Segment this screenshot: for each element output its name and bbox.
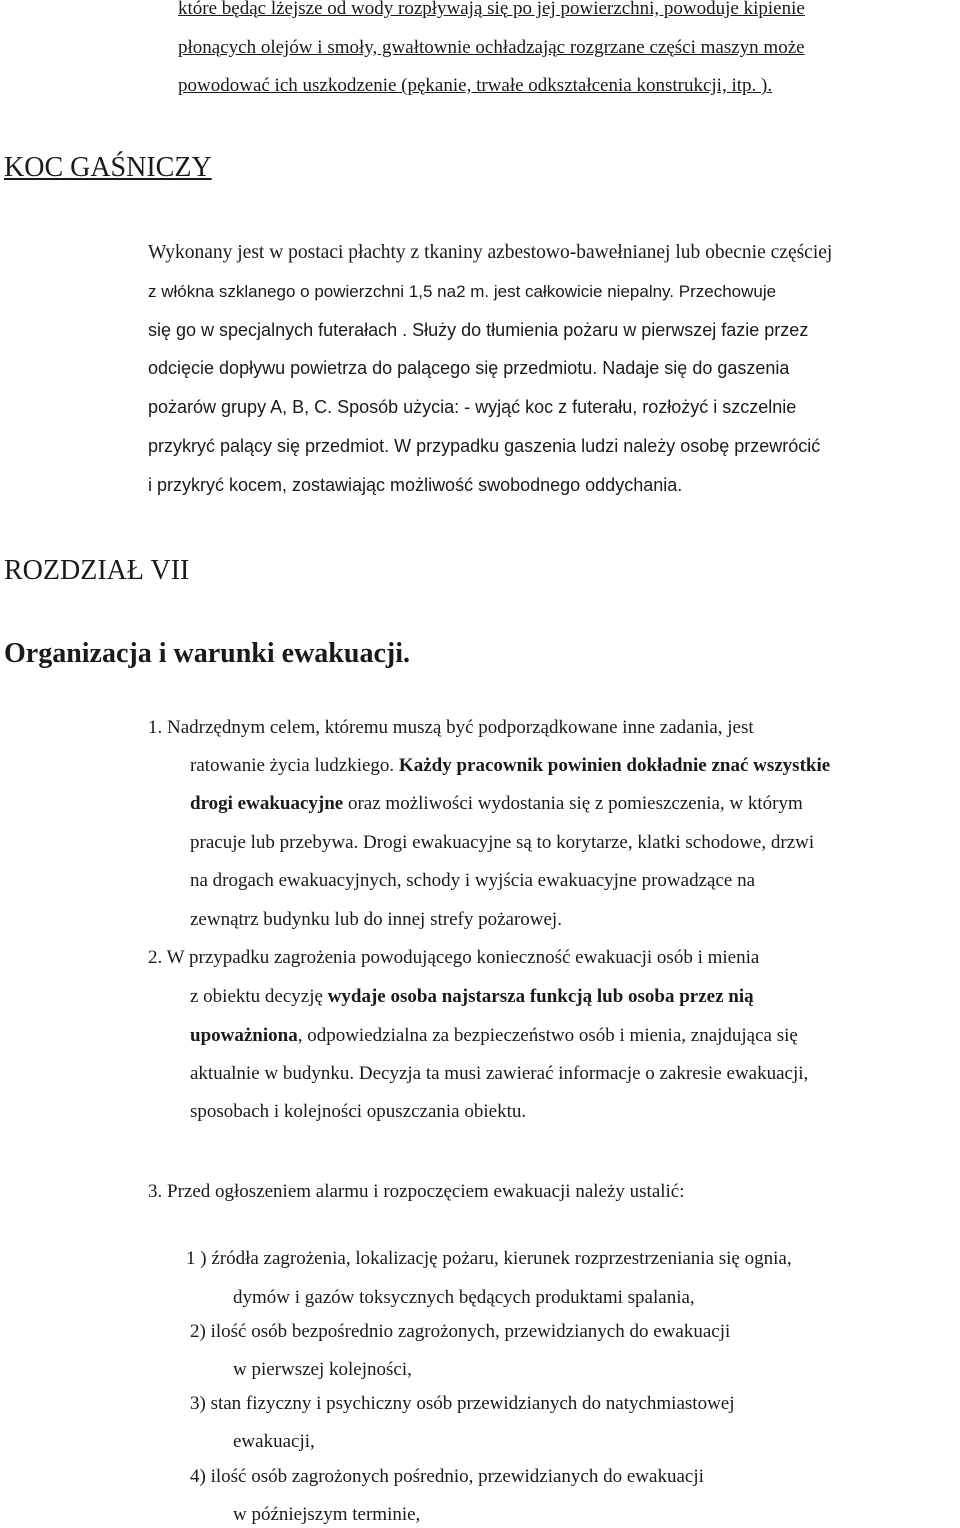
item2-line-4: aktualnie w budynku. Decyzja ta musi zawierać informacje o zakresie ewakuacji, bbox=[190, 1063, 809, 1084]
item3-sub3-cont: ewakuacji, bbox=[233, 1431, 315, 1452]
item1-line-3: drogi ewakuacyjne oraz możliwości wydostania się z pomieszczenia, w którym bbox=[190, 793, 803, 814]
item1-line-6: zewnątrz budynku lub do innej strefy pożarowej. bbox=[190, 909, 562, 930]
item3-sub1-first: 1 ) źródła zagrożenia, lokalizację pożaru, kierunek rozprzestrzeniania się ognia, bbox=[186, 1248, 792, 1269]
item3-sub3-first: 3) stan fizyczny i psychiczny osób przewidzianych do natychmiastowej bbox=[190, 1393, 735, 1414]
intro-line-1: które będąc lżejsze od wody rozpływają się po jej powierzchni, powoduje kipienie bbox=[178, 0, 805, 19]
intro-line-2: płonących olejów i smoły, gwałtownie ochładzając rozgrzane części maszyn może bbox=[178, 37, 805, 58]
item1-line-2: ratowanie życia ludzkiego. Każdy pracownik powinien dokładnie znać wszystkie bbox=[190, 755, 831, 776]
item3-sub2-first: 2) ilość osób bezpośrednio zagrożonych, przewidzianych do ewakuacji bbox=[190, 1321, 731, 1342]
intro-line-3: powodować ich uszkodzenie (pękanie, trwałe odkształcenia konstrukcji, itp. ). bbox=[178, 75, 773, 96]
chapter-title: ROZDZIAŁ VII bbox=[4, 555, 190, 586]
koc-line-1: Wykonany jest w postaci płachty z tkaniny azbestowo-bawełnianej lub obecnie częściej bbox=[148, 242, 833, 263]
item3-intro: 3. Przed ogłoszeniem alarmu i rozpoczęciem ewakuacji należy ustalić: bbox=[148, 1181, 685, 1202]
item3-sub1-cont: dymów i gazów toksycznych będących produktami spalania, bbox=[233, 1287, 695, 1308]
item3-sub4-cont: w późniejszym terminie, bbox=[233, 1504, 421, 1525]
item3-sub4-first: 4) ilość osób zagrożonych pośrednio, przewidzianych do ewakuacji bbox=[190, 1466, 704, 1487]
item3-sub2-cont: w pierwszej kolejności, bbox=[233, 1359, 412, 1380]
item1-line-5: na drogach ewakuacyjnych, schody i wyjścia ewakuacyjne prowadzące na bbox=[190, 870, 755, 891]
item1-line-4: pracuje lub przebywa. Drogi ewakuacyjne są to korytarze, klatki schodowe, drzwi bbox=[190, 832, 815, 853]
item2-line-5: sposobach i kolejności opuszczania obiektu. bbox=[190, 1101, 527, 1122]
koc-line-2: z włókna szklanego o powierzchni 1,5 na2 m. jest całkowicie niepalny. Przechowuje bbox=[148, 282, 777, 301]
item2-line-2: z obiektu decyzję wydaje osoba najstarsza funkcją lub osoba przez nią bbox=[190, 986, 754, 1007]
koc-line-5: pożarów grupy A, B, C. Sposób użycia: - wyjąć koc z futerału, rozłożyć i szczelnie bbox=[148, 397, 797, 417]
koc-heading: KOC GAŚNICZY bbox=[4, 152, 212, 183]
chapter-subtitle: Organizacja i warunki ewakuacji. bbox=[4, 638, 410, 669]
item2-line-1: 2. W przypadku zagrożenia powodującego konieczność ewakuacji osób i mienia bbox=[148, 947, 760, 968]
koc-line-3: się go w specjalnych futerałach . Służy do tłumienia pożaru w pierwszej fazie przez bbox=[148, 320, 809, 340]
koc-line-6: przykryć palący się przedmiot. W przypadku gaszenia ludzi należy osobę przewrócić bbox=[148, 436, 821, 456]
item2-line-3: upoważniona, odpowiedzialna za bezpieczeństwo osób i mienia, znajdująca się bbox=[190, 1025, 798, 1046]
item1-line-1: 1. Nadrzędnym celem, któremu muszą być podporządkowane inne zadania, jest bbox=[148, 717, 754, 738]
koc-line-4: odcięcie dopływu powietrza do palącego się przedmiotu. Nadaje się do gaszenia bbox=[148, 358, 790, 378]
koc-line-7: i przykryć kocem, zostawiając możliwość swobodnego oddychania. bbox=[148, 475, 683, 495]
